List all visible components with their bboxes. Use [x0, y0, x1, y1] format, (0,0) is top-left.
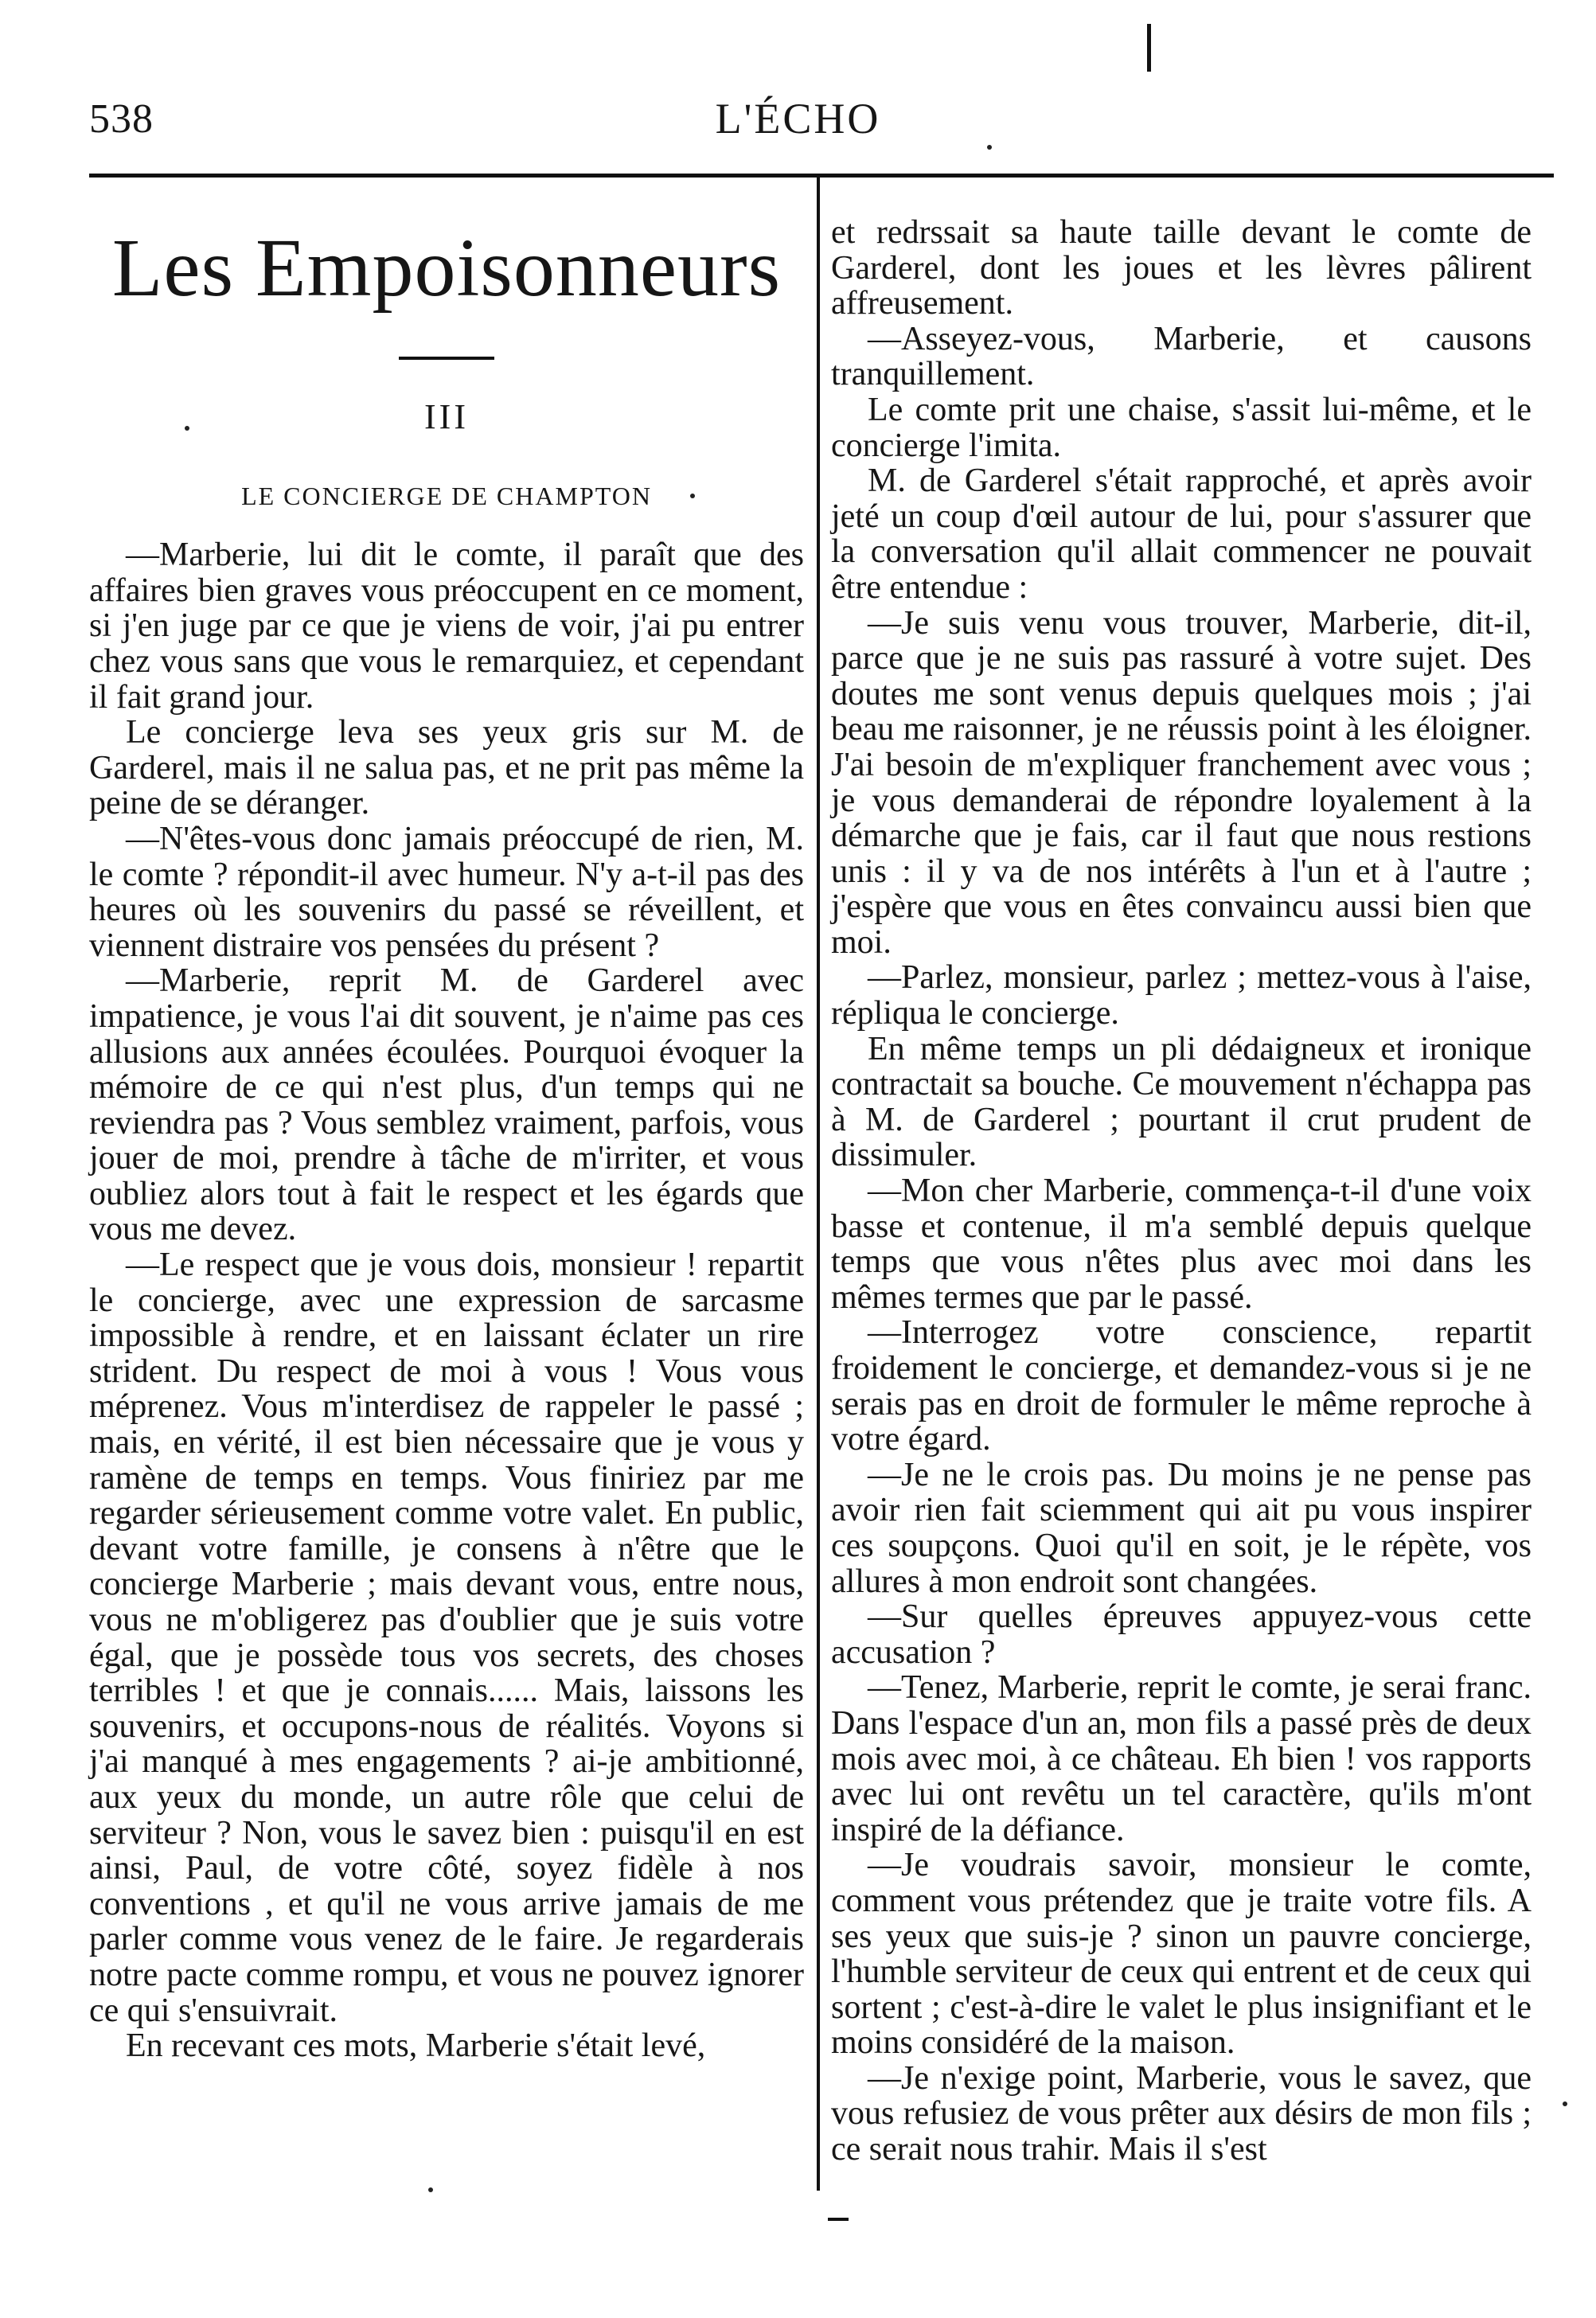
page-header [0, 0, 1596, 179]
paragraph: En même temps un pli dédaigneux et ironique contractait sa bouche. Ce mouvement n'échappa pas à M. de Garderel ; pourtant il crut prudent de dissimuler. [831, 1030, 1532, 1174]
paragraph: —Sur quelles épreuves appuyez-vous cette accusation ? [831, 1598, 1532, 1671]
paragraph: —Marberie, reprit M. de Garderel avec impatience, je vous l'ai dit souvent, je n'aime pas ces allusions aux années écoulées. Pourquoi évoquer la mémoire de ce qui n'est plus, d'un temps qui ne reviendra pas ? Vous semblez vraiment, parfois, vous jouer de moi, prendre à tâche de m'irriter, et vous oubliez alors tout à fait le respect et les égards que vous me devez. [89, 962, 804, 1248]
chapter-number: III [424, 397, 469, 436]
paragraph: —Parlez, monsieur, parlez ; mettez-vous à l'aise, répliqua le concierge. [831, 959, 1532, 1032]
paragraph: —N'êtes-vous donc jamais préoccupé de rien, M. le comte ? répondit-il avec humeur. N'y a-t-il pas des heures où les souvenirs du passé se réveillent, et viennent distraire vos pensées du présent ? [89, 820, 804, 964]
header-rule [89, 174, 1554, 178]
paragraph: —Je suis venu vous trouver, Marberie, dit-il, parce que je ne suis pas rassuré à votre sujet. Des doutes me sont venus depuis quelques mois ; j'ai beau me raisonner, je ne réussis point à les éloigner. J'ai besoin de m'expliquer franchement avec vous ; je vous demanderai de répondre loyalement à la démarche que je fais, car il faut que nous restions unis : il y va de nos intérêts à l'un et à l'autre ; j'espère que vous en êtes convaincu aussi bien que moi. [831, 604, 1532, 961]
paragraph: —Asseyez-vous, Marberie, et causons tranquillement. [831, 320, 1532, 393]
ink-speck [428, 2187, 433, 2192]
page-number: 538 [89, 96, 154, 142]
paragraph: et redrssait sa haute taille devant le comte de Garderel, dont les joues et les lèvres pâlirent affreusement. [831, 214, 1532, 322]
paragraph: —Interrogez votre conscience, repartit froidement le concierge, et demandez-vous si je ne serais pas en droit de formuler le même reproche à votre égard. [831, 1314, 1532, 1458]
paragraph: —Je voudrais savoir, monsieur le comte, comment vous prétendez que je traite votre fils. A ses yeux que suis-je ? sinon un pauvre concierge, l'humble serviteur de ceux qui entrent et de ceux qui sortent ; c'est-à-dire le valet le plus insignifiant et le moins considéré de la maison. [831, 1847, 1532, 2062]
paragraph: Le concierge leva ses yeux gris sur M. de Garderel, mais il ne salua pas, et ne prit pas même la peine de se déranger. [89, 714, 804, 822]
paragraph: —Tenez, Marberie, reprit le comte, je serai franc. Dans l'espace d'un an, mon fils a passé près de deux mois avec moi, à ce château. Eh bien ! vos rapports avec lui ont revêtu un tel caractère, qu'ils m'ont inspiré de la défiance. [831, 1669, 1532, 1848]
column-divider [817, 177, 820, 2191]
running-title: L'ÉCHO [715, 95, 881, 142]
paragraph: M. de Garderel s'était rapproché, et après avoir jeté un coup d'œil autour de lui, pour s'assurer que la conversation qu'il allait commencer ne pouvait être entendue : [831, 462, 1532, 606]
paragraph: En recevant ces mots, Marberie s'était levé, [126, 2027, 706, 2065]
margin-mark [1147, 24, 1151, 72]
ink-speck [987, 145, 992, 150]
right-column [831, 215, 1532, 2168]
paragraph: —Le respect que je vous dois, monsieur ! repartit le concierge, avec une expression de sarcasme impossible à rendre, et en laissant éclater un rire strident. Du respect de moi à vous ! Vous vous méprenez. Vous m'interdisez de rappeler le passé ; mais, en vérité, il est bien nécessaire que je vous y ramène de temps en temps. Vous finiriez par me regarder sérieusement comme votre valet. En public, devant votre famille, je consens à n'être que le concierge Marberie ; mais devant vous, entre nous, vous ne m'obligerez pas d'oublier que je suis votre égal, que je possède tous vos secrets, des choses terribles ! et que je connais...... Mais, laissons les souvenirs, et occupons-nous de réalités. Voyons si j'ai manqué à mes engagements ? ai-je ambitionné, aux yeux du monde, un autre rôle que celui de serviteur ? Non, vous le savez bien : puisqu'il en est ainsi, Paul, de votre côté, soyez fidèle à nos conventions , et qu'il ne vous arrive jamais de me parler comme vous venez de le faire. Je regarderais notre pacte comme rompu, et vous ne pouvez ignorer ce qui s'ensuivrait. [89, 1247, 804, 2029]
ink-speck [1563, 2101, 1567, 2106]
paragraph: —Marberie, lui dit le comte, il paraît que des affaires bien graves vous préoccupent en ce moment, si j'en juge par ce que je viens de voir, j'ai pu entrer chez vous sans que vous le remarquiez, et cependant il fait grand jour. [89, 537, 804, 716]
chapter-subtitle: LE CONCIERGE DE CHAMPTON [241, 481, 652, 510]
left-column [89, 188, 804, 2064]
footer-dash [828, 2218, 849, 2221]
paragraph: —Mon cher Marberie, commença-t-il d'une voix basse et contenue, il m'a semblé depuis quelque temps que vous n'êtes plus avec moi dans les mêmes termes que par le passé. [831, 1173, 1532, 1316]
paragraph: —Je n'exige point, Marberie, vous le savez, que vous refusiez de vous prêter aux désirs de mon fils ; ce serait nous trahir. Mais il s'est [831, 2059, 1532, 2168]
paragraph: —Je ne le crois pas. Du moins je ne pense pas avoir rien fait sciemment qui ait pu vous inspirer ces soupçons. Quoi qu'il en soit, je le répète, vos allures à mon endroit sont changées. [831, 1456, 1532, 1600]
title-rule [399, 357, 494, 360]
paragraph: Le comte prit une chaise, s'assit lui-même, et le concierge l'imita. [831, 391, 1532, 464]
article-title: Les Empoisonneurs [111, 222, 782, 314]
